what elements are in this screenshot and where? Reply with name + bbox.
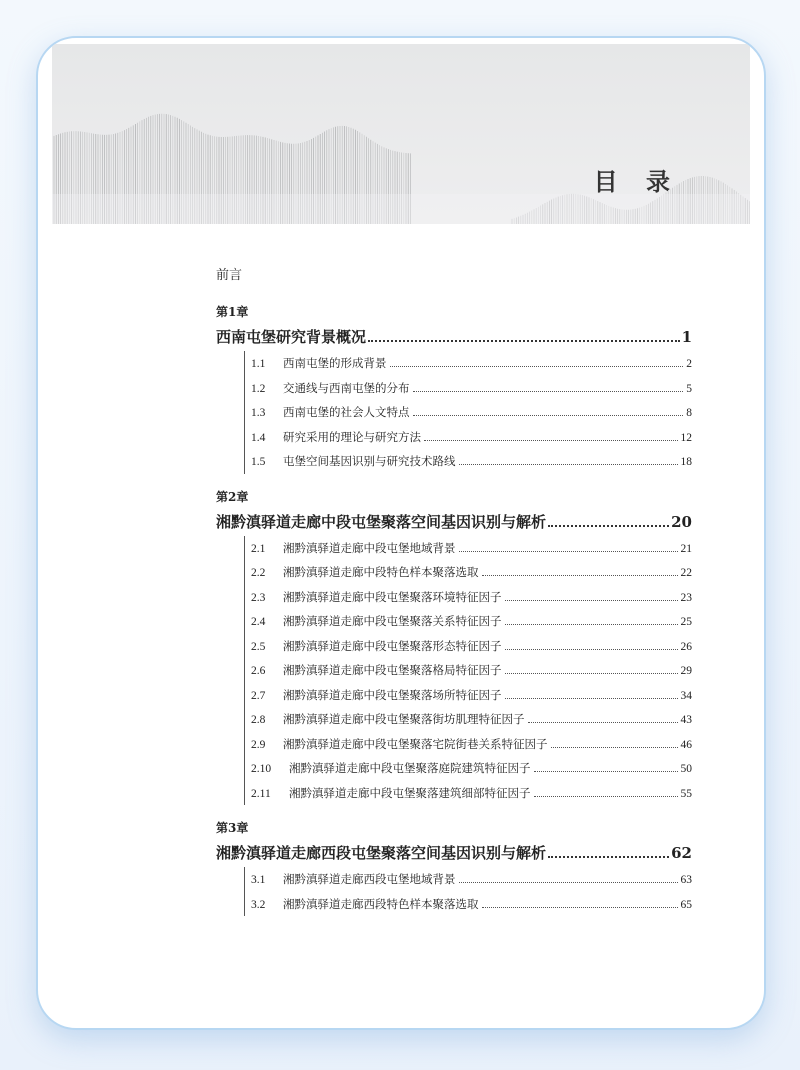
toc-section-row[interactable]: [251, 351, 692, 376]
chapter-page-number: 1: [681, 328, 692, 346]
toc-section-row[interactable]: [251, 425, 692, 450]
leader-dots: [505, 624, 678, 625]
section-page-number: 21: [680, 542, 692, 555]
section-title: 湘黔滇驿道走廊中段屯堡聚落宅院街巷关系特征因子: [283, 736, 548, 751]
toc-section-row[interactable]: [251, 634, 692, 659]
chapter-label: 第2章: [216, 489, 249, 504]
leader-dots: [413, 415, 684, 416]
section-number: 2.10: [251, 763, 272, 775]
page-title: 目 录: [593, 167, 680, 196]
leader-dots: [505, 649, 678, 650]
section-title: 湘黔滇驿道走廊中段屯堡聚落环境特征因子: [283, 589, 502, 604]
chapter-page-number: 20: [671, 512, 692, 531]
section-page-number: 55: [680, 787, 692, 800]
chapter-title-row[interactable]: [216, 842, 692, 863]
section-number: 2.8: [251, 714, 266, 726]
toc-section-row[interactable]: [251, 658, 692, 683]
chapter-page-number: 62: [671, 844, 692, 862]
section-title: 湘黔滇驿道走廊西段特色样本聚落选取: [283, 896, 479, 911]
toc-chapter: [216, 488, 692, 806]
section-title: 湘黔滇驿道走廊中段屯堡聚落场所特征因子: [283, 687, 502, 702]
leader-dots: [424, 440, 678, 441]
section-number: 1.5: [251, 456, 266, 468]
section-number: 2.1: [251, 542, 266, 555]
leader-dots: [459, 882, 678, 883]
leader-dots: [482, 907, 678, 908]
section-title: 西南屯堡的形成背景: [283, 356, 387, 370]
section-title: 湘黔滇驿道走廊中段屯堡聚落格局特征因子: [283, 663, 502, 677]
section-number: 2.7: [251, 689, 266, 702]
leader-dots: [548, 856, 669, 858]
chapter-title: 湘黔滇驿道走廊西段屯堡聚落空间基因识别与解析: [216, 844, 547, 862]
leader-dots: [534, 796, 678, 797]
section-page-number: 46: [680, 738, 692, 751]
mountain-lines-illustration: [52, 44, 750, 224]
leader-dots: [548, 525, 669, 527]
toc-section-row[interactable]: [251, 756, 692, 781]
section-page-number: 26: [680, 640, 692, 653]
section-page-number: 12: [680, 431, 692, 444]
toc-section-row[interactable]: [251, 560, 692, 585]
toc-section-row[interactable]: [251, 781, 692, 806]
toc-section-row[interactable]: [251, 376, 692, 401]
section-number: 3.1: [251, 874, 266, 886]
section-number: 2.2: [251, 567, 266, 579]
section-page-number: 50: [680, 763, 692, 775]
toc-content: [216, 264, 692, 930]
leader-dots: [368, 340, 680, 342]
toc-section-row[interactable]: [251, 732, 692, 757]
section-page-number: 18: [680, 456, 692, 468]
toc-section-row[interactable]: [251, 683, 692, 708]
section-number: 2.3: [251, 591, 266, 604]
section-number: 2.11: [251, 787, 271, 800]
section-page-number: 34: [680, 689, 692, 702]
section-page-number: 22: [680, 567, 692, 579]
section-page-number: 63: [680, 874, 692, 886]
toc-section-row[interactable]: [251, 585, 692, 610]
leader-dots: [505, 698, 678, 699]
leader-dots: [505, 673, 678, 674]
section-title: 湘黔滇驿道走廊西段屯堡地域背景: [283, 872, 456, 886]
toc-section-row[interactable]: [251, 867, 692, 892]
section-number: 1.4: [251, 431, 266, 444]
section-page-number: 43: [680, 714, 692, 726]
leader-dots: [528, 722, 678, 723]
toc-section-row[interactable]: [251, 400, 692, 425]
header-banner: [52, 44, 750, 224]
section-number: 2.4: [251, 616, 266, 628]
section-title: 湘黔滇驿道走廊中段屯堡地域背景: [283, 540, 456, 555]
section-title: 湘黔滇驿道走廊中段屯堡聚落庭院建筑特征因子: [289, 761, 531, 775]
section-title: 屯堡空间基因识别与研究技术路线: [283, 454, 456, 468]
leader-dots: [482, 575, 678, 576]
chapter-title-row[interactable]: [216, 326, 692, 347]
chapter-label: 第3章: [216, 821, 249, 835]
leader-dots: [534, 771, 678, 772]
section-list: [244, 867, 692, 916]
section-list: [244, 536, 692, 806]
toc-section-row[interactable]: [251, 536, 692, 561]
chapter-title: 西南屯堡研究背景概况: [216, 328, 367, 346]
section-title: 研究采用的理论与研究方法: [283, 429, 421, 444]
section-page-number: 65: [680, 898, 692, 911]
toc-preface[interactable]: 前言: [216, 268, 243, 283]
section-number: 2.9: [251, 738, 266, 751]
leader-dots: [551, 747, 678, 748]
toc-chapter: [216, 819, 692, 916]
section-title: 湘黔滇驿道走廊中段特色样本聚落选取: [283, 565, 479, 579]
section-title: 交通线与西南屯堡的分布: [283, 380, 410, 395]
section-number: 2.5: [251, 640, 266, 653]
section-list: [244, 351, 692, 474]
section-title: 湘黔滇驿道走廊中段屯堡聚落形态特征因子: [283, 638, 502, 653]
section-title: 湘黔滇驿道走廊中段屯堡聚落街坊肌理特征因子: [283, 712, 525, 726]
toc-section-row[interactable]: [251, 609, 692, 634]
toc-section-row[interactable]: [251, 707, 692, 732]
page-card: [36, 36, 766, 1030]
chapter-label: 第1章: [216, 305, 249, 319]
section-number: 1.1: [251, 358, 266, 370]
section-number: 3.2: [251, 898, 266, 911]
leader-dots: [459, 464, 678, 465]
section-title: 湘黔滇驿道走廊中段屯堡聚落关系特征因子: [283, 614, 502, 628]
section-number: 1.2: [251, 382, 266, 395]
chapter-title: 湘黔滇驿道走廊中段屯堡聚落空间基因识别与解析: [216, 512, 547, 531]
toc-chapters: [216, 303, 692, 916]
leader-dots: [413, 391, 684, 392]
section-number: 1.3: [251, 407, 266, 419]
section-page-number: 29: [680, 665, 692, 677]
toc-section-row[interactable]: [251, 892, 692, 917]
leader-dots: [390, 366, 684, 367]
toc-chapter: [216, 303, 692, 474]
leader-dots: [505, 600, 678, 601]
section-title: 西南屯堡的社会人文特点: [283, 405, 410, 419]
section-page-number: 23: [680, 591, 692, 604]
leader-dots: [459, 551, 678, 552]
section-page-number: 8: [686, 407, 692, 419]
toc-section-row[interactable]: [251, 449, 692, 474]
chapter-title-row[interactable]: [216, 511, 692, 532]
section-page-number: 25: [680, 616, 692, 628]
section-title: 湘黔滇驿道走廊中段屯堡聚落建筑细部特征因子: [289, 785, 531, 800]
section-page-number: 2: [686, 358, 692, 370]
section-number: 2.6: [251, 665, 266, 677]
section-page-number: 5: [686, 382, 692, 395]
